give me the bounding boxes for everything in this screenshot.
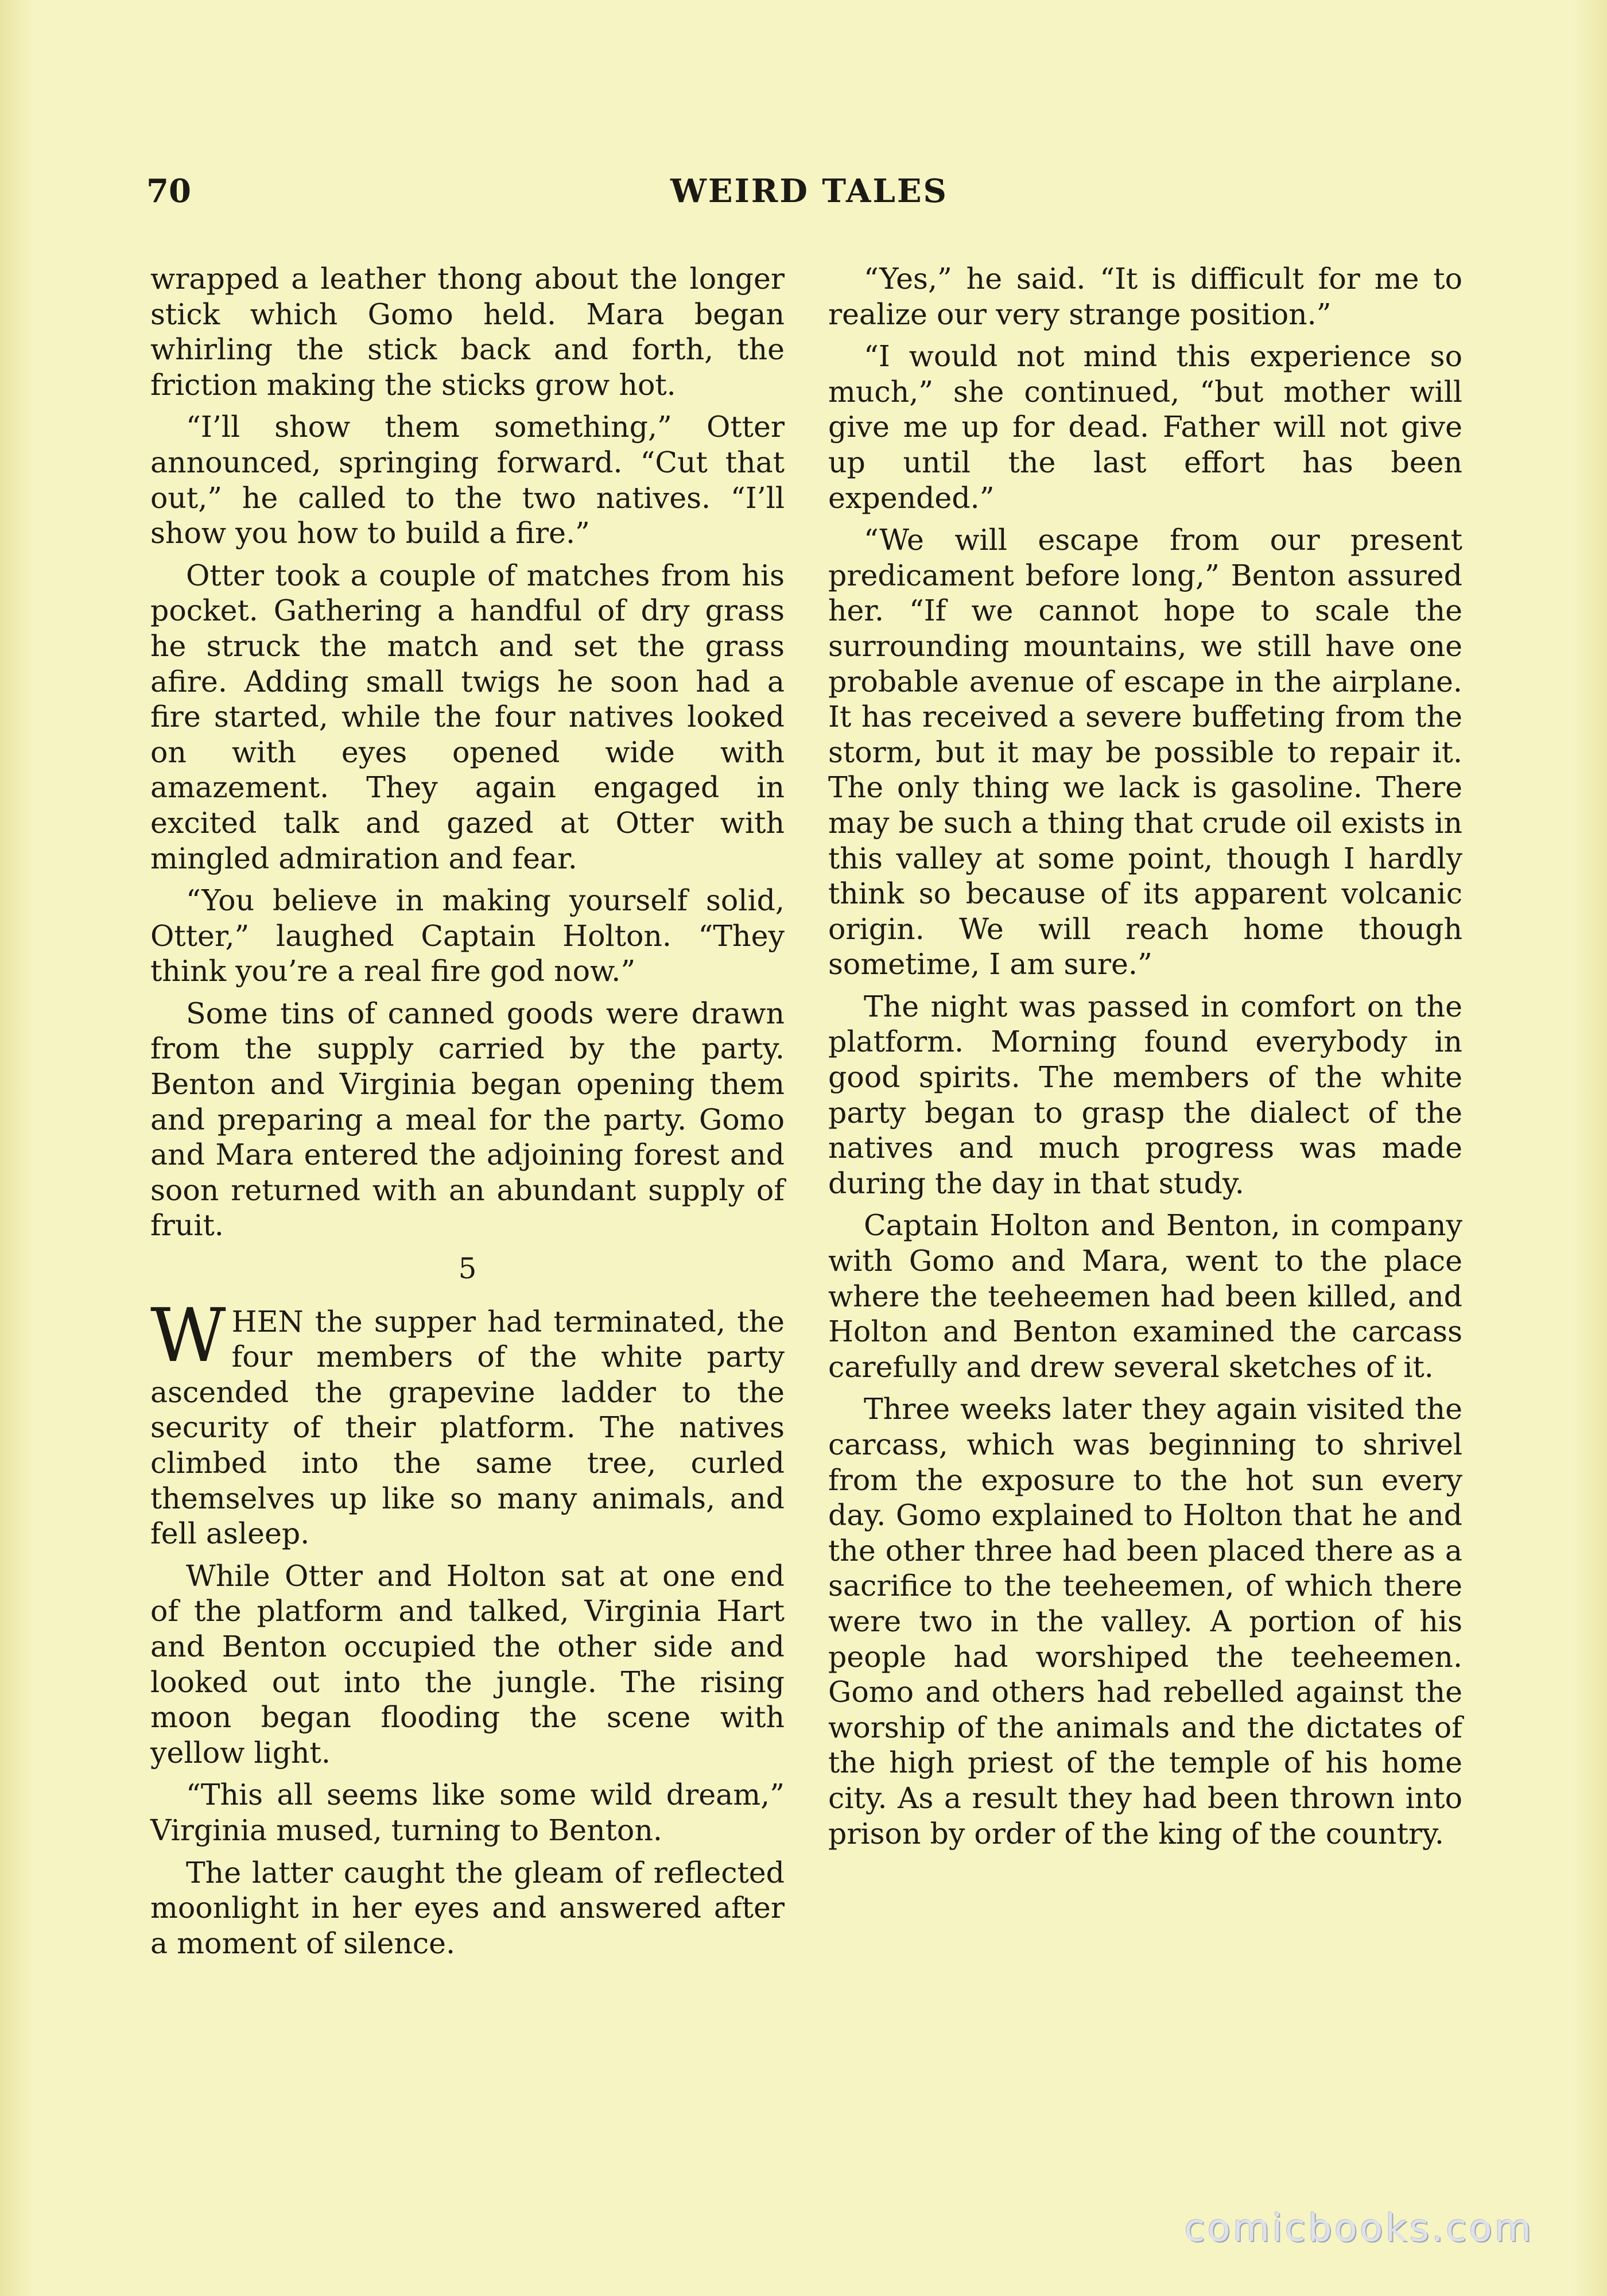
page-number: 70 [146,172,191,210]
right-column [828,261,1462,1858]
section-number: 5 [458,1252,477,1286]
paragraph: While Otter and Holton sat at one end of the platform and talked, Virginia Hart and Benton occupied the other side and looked out into the jungle. The rising moon began flooding the scene with yellow light. [150,1558,785,1770]
section-opening-text: HEN the supper had terminated, the four members of the white party ascended the grapevine ladder to the security of their platform. The natives climbed into the same tree, curled themselves up like so many animals, and fell asleep. [150,1304,785,1551]
left-column [150,261,785,1968]
paragraph: “You believe in making yourself solid, Otter,” laughed Captain Holton. “They think you’re a real fire god now.” [150,883,785,988]
paragraph: “This all seems like some wild dream,” Virginia mused, turning to Benton. [150,1778,785,1847]
paragraph: “We will escape from our present predicament before long,” Benton assured her. “If we cannot hope to scale the surrounding mountains, we still have one probable avenue of escape in the airplane. It has received a severe buffeting from the storm, but it may be possible to repair it. The only thing we lack is gasoline. There may be such a thing that crude oil exists in this valley at some point, though I hardly think so because of its apparent volcanic origin. We will reach home though sometime, I am sure.” [828,523,1462,982]
paragraph: Three weeks later they again visited the carcass, which was beginning to shrivel from the exposure to the hot sun every day. Gomo explained to Holton that he and the other three had been placed there as a sacrifice to the teeheemen, of which there were two in the valley. A portion of his people had worshiped the teeheemen. Gomo and others had rebelled against the worship of the animals and the dictates of the high priest of the temple of his home city. As a result they had been thrown into prison by order of the king of the country. [828,1392,1462,1851]
paragraph: “Yes,” he said. “It is difficult for me to realize our very strange position.” [828,262,1462,331]
watermark: comicbooks.com [1184,2206,1534,2250]
paragraph: Some tins of canned goods were drawn from the supply carried by the party. Benton and Virginia began opening them and preparing a meal for the party. Gomo and Mara entered the adjoining forest and soon returned with an abundant supply of fruit. [150,996,785,1243]
paragraph: “I would not mind this experience so much,” she continued, “but mother will give me up for dead. Father will not give up until the last effort has been expended.” [828,339,1462,515]
paragraph: wrapped a leather thong about the longer stick which Gomo held. Mara began whirling the stick back and forth, the friction making the sticks grow hot. [150,262,785,402]
drop-cap: W [150,1293,226,1379]
paragraph: The night was passed in comfort on the platform. Morning found everybody in good spirits. The members of the white party began to grasp the dialect of the natives and much progress was made during the day in that study. [828,989,1462,1200]
paragraph: Otter took a couple of matches from his pocket. Gathering a handful of dry grass he struck the match and set the grass afire. Adding small twigs he soon had a fire started, while the four natives looked on with eyes opened wide with amazement. They again engaged in excited talk and gazed at Otter with mingled admiration and fear. [150,558,785,875]
paragraph: The latter caught the gleam of reflected moonlight in her eyes and answered after a moment of silence. [150,1855,785,1960]
running-title: WEIRD TALES [670,172,948,210]
paragraph: “I’ll show them something,” Otter announced, springing forward. “Cut that out,” he called to the two natives. “I’ll show you how to build a fire.” [150,410,785,550]
section-opening-paragraph [150,1293,785,1552]
paragraph: Captain Holton and Benton, in company with Gomo and Mara, went to the place where the teeheemen had been killed, and Holton and Benton examined the carcass carefully and drew several sketches of it. [828,1208,1462,1384]
page-header [146,172,1472,224]
